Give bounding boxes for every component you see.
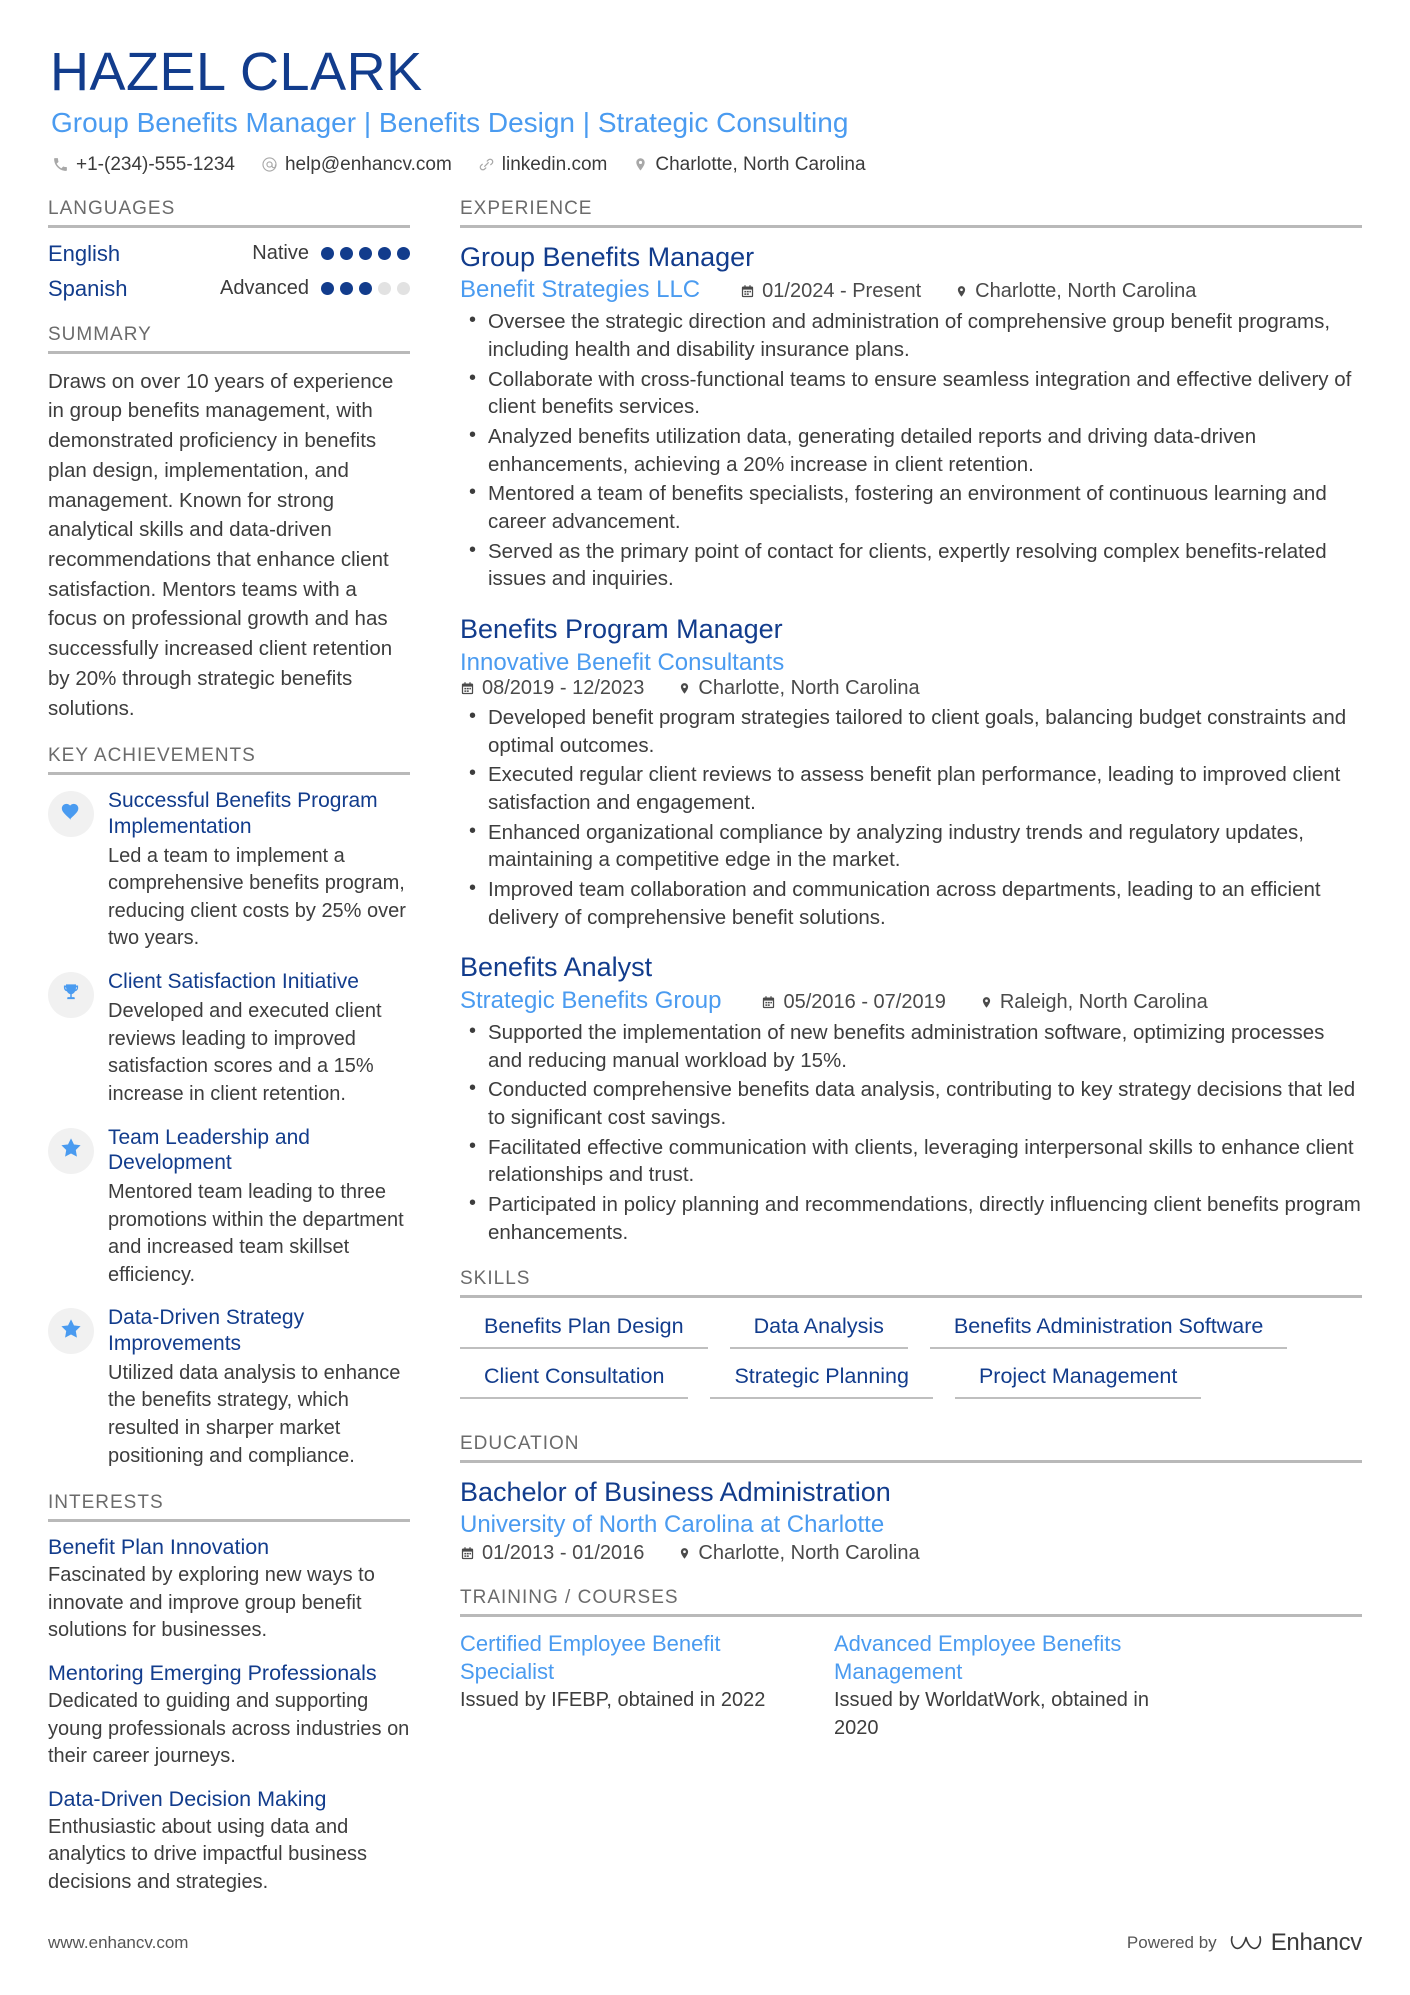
interest-title: Benefit Plan Innovation [48, 1535, 270, 1560]
section-divider [48, 351, 410, 354]
achievement-title: Team Leadership and Development [108, 1125, 310, 1174]
experience-item [460, 951, 1362, 1246]
section-experience [460, 198, 1362, 1247]
contact-location [633, 154, 865, 176]
achievement-description: Developed and executed client reviews leading to improved satisfaction scores and a 15% increase in client retention. [108, 1000, 382, 1106]
phone-icon [52, 156, 69, 173]
left-column [48, 198, 440, 1919]
job-dates-text: 01/2024 - Present [762, 280, 922, 303]
language-level: Native [252, 242, 309, 265]
right-column [440, 198, 1362, 1765]
enhancv-brand-name: Enhancv [1270, 1929, 1362, 1956]
skill-tag: Project Management [955, 1361, 1201, 1399]
professional-headline: Group Benefits Manager | Benefits Design | Strategic Consulting [51, 106, 849, 138]
language-name: English [48, 240, 121, 266]
training-list [460, 1630, 1362, 1742]
language-rating [321, 247, 410, 260]
trophy-icon [61, 982, 81, 1009]
contact-phone[interactable] [52, 154, 235, 176]
section-divider [48, 1519, 410, 1522]
enhancv-logo [1229, 1929, 1362, 1957]
section-training [460, 1587, 1362, 1742]
job-location [980, 991, 1208, 1014]
section-languages [48, 198, 410, 302]
footer-site-url[interactable]: www.enhancv.com [48, 1933, 189, 1952]
interest-description: Dedicated to guiding and supporting young professionals across industries on their career journeys. [48, 1689, 410, 1768]
training-item [834, 1630, 1172, 1742]
education-school: University of North Carolina at Charlotte [460, 1511, 885, 1539]
contact-email-text: help@enhancv.com [284, 153, 452, 175]
achievement-title: Client Satisfaction Initiative [108, 970, 359, 994]
language-level: Advanced [220, 277, 309, 300]
section-divider [460, 1295, 1362, 1298]
location-icon [678, 1544, 691, 1567]
interest-description: Enthusiastic about using data and analytics to drive impactful business decisions and strategies. [48, 1815, 368, 1893]
contact-link-text: linkedin.com [501, 153, 608, 175]
section-title-experience: EXPERIENCE [460, 197, 593, 219]
contact-phone-text: +1-(234)-555-1234 [76, 153, 235, 175]
job-bullet: • Analyzed benefits utilization data, generating detailed reports and driving data-driven enhancements, achieving a 20% increase in client retention. [486, 423, 1362, 478]
section-summary [48, 324, 410, 724]
language-name: Spanish [48, 275, 128, 301]
section-education [460, 1433, 1362, 1565]
experience-item [460, 241, 1362, 593]
job-bullet: • Executed regular client reviews to assess benefit plan performance, leading to improved client satisfaction and engagement. [486, 761, 1362, 816]
skill-tag: Client Consultation [460, 1361, 688, 1399]
skills-list [460, 1311, 1362, 1411]
job-location [678, 677, 919, 700]
job-location-text: Charlotte, North Carolina [975, 280, 1197, 303]
resume-columns [48, 198, 1362, 1919]
training-title: Advanced Employee Benefits Management [834, 1631, 1122, 1684]
resume-header [48, 44, 1362, 176]
language-row [48, 276, 410, 302]
contact-email[interactable] [261, 154, 452, 176]
contact-row [48, 154, 1362, 176]
powered-by-label: Powered by [1126, 1933, 1217, 1952]
section-divider [48, 225, 410, 228]
job-bullets [460, 308, 1362, 593]
interest-item [48, 1535, 410, 1645]
achievement-item [48, 1305, 410, 1470]
footer-branding [1127, 1929, 1362, 1957]
job-bullet: • Served as the primary point of contact for clients, expertly resolving complex benefits-related issues and inquiries. [486, 538, 1362, 593]
calendar-icon [740, 282, 755, 305]
achievement-item [48, 969, 410, 1109]
job-meta [460, 677, 1362, 700]
experience-item [460, 613, 1362, 931]
calendar-icon [460, 679, 475, 702]
section-divider [460, 1460, 1362, 1463]
job-bullet: • Supported the implementation of new benefits administration software, optimizing processes and reducing manual workload by 15%. [486, 1019, 1362, 1074]
interest-item [48, 1787, 410, 1897]
job-bullet: • Collaborate with cross-functional teams to ensure seamless integration and effective delivery of client benefits services. [486, 366, 1362, 421]
achievement-icon-badge [48, 1128, 94, 1174]
job-bullet: • Improved team collaboration and communication across departments, leading to an efficient delivery of comprehensive benefit solutions. [486, 876, 1362, 931]
section-title-interests: INTERESTS [48, 1492, 164, 1514]
education-location-text: Charlotte, North Carolina [698, 1542, 920, 1565]
job-title: Benefits Program Manager [460, 614, 783, 645]
education-item [460, 1476, 1362, 1565]
job-meta [460, 276, 1362, 304]
job-dates [460, 677, 644, 700]
skill-tag: Benefits Administration Software [930, 1311, 1288, 1349]
job-bullet: • Facilitated effective communication with clients, leveraging interpersonal skills to enhance client relationships and trust. [486, 1134, 1362, 1189]
job-bullets [460, 704, 1362, 931]
location-icon [955, 282, 968, 305]
education-degree: Bachelor of Business Administration [460, 1477, 891, 1508]
location-icon [678, 679, 691, 702]
job-bullet: • Mentored a team of benefits specialists, fostering an environment of continuous learning and career advancement. [486, 480, 1362, 535]
section-title-key-achievements: KEY ACHIEVEMENTS [48, 745, 256, 767]
skill-tag: Benefits Plan Design [460, 1311, 708, 1349]
training-description: Issued by IFEBP, obtained in 2022 [460, 1689, 766, 1712]
job-location [955, 280, 1196, 303]
section-title-skills: SKILLS [460, 1268, 531, 1290]
email-icon [261, 156, 278, 173]
job-bullet: • Participated in policy planning and recommendations, directly influencing client benefits program enhancements. [486, 1191, 1362, 1246]
education-meta [460, 1542, 1362, 1565]
section-title-education: EDUCATION [460, 1433, 580, 1455]
section-divider [460, 1614, 1362, 1617]
language-row [48, 241, 410, 267]
job-dates [761, 991, 945, 1014]
education-dates [460, 1542, 644, 1565]
calendar-icon [761, 993, 776, 1016]
job-meta [460, 987, 1362, 1015]
contact-location-text: Charlotte, North Carolina [655, 153, 866, 175]
achievement-description: Mentored team leading to three promotions within the department and increased team skillset efficiency. [108, 1181, 404, 1286]
job-dates [740, 280, 921, 303]
contact-link[interactable] [478, 154, 608, 176]
job-location-text: Charlotte, North Carolina [698, 676, 920, 699]
achievement-description: Utilized data analysis to enhance the benefits strategy, which resulted in sharper market positioning and compliance. [108, 1361, 401, 1467]
interest-description: Fascinated by exploring new ways to innovate and improve group benefit solutions for businesses. [48, 1564, 375, 1642]
training-description: Issued by WorldatWork, obtained in 2020 [834, 1689, 1149, 1739]
skill-tag: Data Analysis [730, 1311, 908, 1349]
job-dates-text: 08/2019 - 12/2023 [482, 676, 645, 699]
job-dates-text: 05/2016 - 07/2019 [783, 991, 946, 1014]
summary-text: Draws on over 10 years of experience in group benefits management, with demonstrated proficiency in benefits plan design, implementation, and management. Known for strong analytical skills and data-driven recommendations that enhance client satisfaction. Mentors teams with a focus on professional growth and has successfully increased client retention by 20% through strategic benefits solutions. [48, 369, 394, 720]
achievement-item [48, 788, 410, 953]
heart-icon [60, 801, 82, 828]
location-icon [633, 156, 648, 173]
language-rating [321, 282, 410, 295]
section-title-summary: SUMMARY [48, 323, 152, 345]
section-divider [460, 225, 1362, 228]
job-company: Innovative Benefit Consultants [460, 648, 785, 676]
page-title: HAZEL CLARK [50, 42, 423, 102]
achievement-item [48, 1125, 410, 1290]
calendar-icon [460, 1544, 475, 1567]
skill-tag: Strategic Planning [710, 1361, 933, 1399]
job-bullet: • Enhanced organizational compliance by analyzing industry trends and regulatory updates, maintaining a competitive edge in the market. [486, 819, 1362, 874]
job-location-text: Raleigh, North Carolina [999, 991, 1208, 1014]
job-company: Strategic Benefits Group [460, 987, 722, 1015]
page-footer [48, 1929, 1362, 1957]
achievement-description: Led a team to implement a comprehensive benefits program, reducing client costs by 25% over two years. [108, 844, 406, 950]
job-bullet: • Conducted comprehensive benefits data analysis, contributing to key strategy decisions that led to significant cost savings. [486, 1076, 1362, 1131]
achievement-title: Data-Driven Strategy Improvements [108, 1306, 305, 1355]
job-bullet: • Oversee the strategic direction and administration of comprehensive group benefit programs, including health and disability insurance plans. [486, 308, 1362, 363]
star-icon [60, 1318, 82, 1345]
section-title-training: TRAINING / COURSES [460, 1587, 679, 1609]
section-interests [48, 1492, 410, 1896]
star-icon [60, 1137, 82, 1164]
training-item [460, 1630, 798, 1742]
job-bullets [460, 1019, 1362, 1246]
job-bullet: • Developed benefit program strategies tailored to client goals, balancing budget constraints and optimal outcomes. [486, 704, 1362, 759]
education-dates-text: 01/2013 - 01/2016 [482, 1542, 645, 1565]
link-icon [478, 156, 495, 173]
achievement-icon-badge [48, 791, 94, 837]
job-title: Group Benefits Manager [460, 241, 755, 272]
section-title-languages: LANGUAGES [48, 197, 176, 219]
training-title: Certified Employee Benefit Specialist [460, 1631, 721, 1684]
job-title: Benefits Analyst [460, 952, 653, 983]
location-icon [980, 993, 993, 1016]
section-key-achievements [48, 745, 410, 1470]
interest-title: Data-Driven Decision Making [48, 1786, 327, 1811]
achievement-title: Successful Benefits Program Implementation [108, 789, 378, 838]
interest-item [48, 1661, 410, 1771]
section-skills [460, 1268, 1362, 1411]
section-divider [48, 772, 410, 775]
interest-title: Mentoring Emerging Professionals [48, 1660, 377, 1685]
achievement-icon-badge [48, 1308, 94, 1354]
job-company: Benefit Strategies LLC [460, 276, 701, 304]
education-location [678, 1542, 919, 1565]
achievement-icon-badge [48, 972, 94, 1018]
